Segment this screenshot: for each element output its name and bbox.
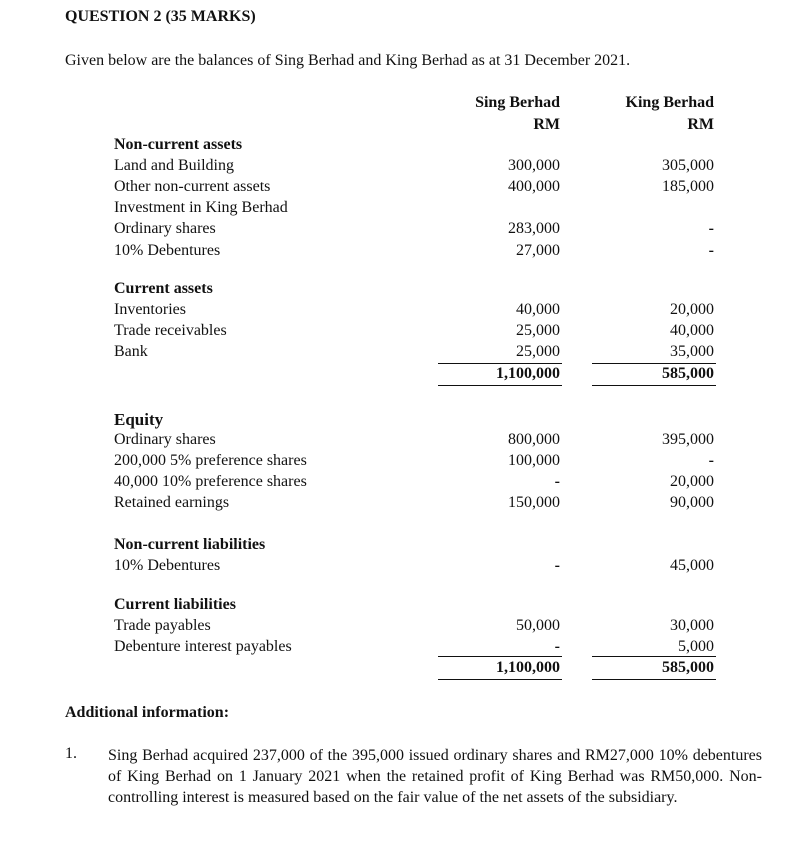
non-current-assets-heading: Non-current assets [114,136,243,153]
inventories-sing: 40,000 [516,301,560,318]
pref10-label: 40,000 10% preference shares [114,473,307,490]
retained-sing: 150,000 [508,494,560,511]
inventories-king: 20,000 [670,301,714,318]
investment-debentures-sing: 27,000 [516,242,560,259]
pref5-king: - [708,452,714,469]
investment-shares-king: - [708,220,714,237]
pref10-sing: - [554,473,560,490]
other-nca-label: Other non-current assets [114,178,271,195]
sing-column-header: Sing Berhad [475,94,560,111]
eqliab-total-bottom-rule-king [592,679,716,680]
eqliab-total-top-rule-king [592,656,716,657]
pref5-sing: 100,000 [508,452,560,469]
other-nca-king: 185,000 [662,178,714,195]
ncl-debentures-sing: - [554,557,560,574]
equity-shares-sing: 800,000 [508,431,560,448]
pref5-label: 200,000 5% preference shares [114,452,307,469]
bank-king: 35,000 [670,343,714,360]
land-building-sing: 300,000 [508,157,560,174]
assets-total-bottom-rule-sing [438,385,562,386]
cl-heading: Current liabilities [114,596,236,613]
assets-total-sing: 1,100,000 [496,365,560,382]
land-building-label: Land and Building [114,157,234,174]
investment-shares-label: Ordinary shares [114,220,216,237]
payables-label: Trade payables [114,617,211,634]
other-nca-sing: 400,000 [508,178,560,195]
king-column-header: King Berhad [625,94,714,111]
ncl-debentures-label: 10% Debentures [114,557,221,574]
additional-heading: Additional information: [65,704,230,721]
payables-sing: 50,000 [516,617,560,634]
assets-total-king: 585,000 [662,365,714,382]
equity-heading: Equity [114,410,164,429]
retained-label: Retained earnings [114,494,230,511]
ncl-heading: Non-current liabilities [114,536,266,553]
investment-debentures-king: - [708,242,714,259]
eqliab-total-sing: 1,100,000 [496,659,560,676]
retained-king: 90,000 [670,494,714,511]
bank-label: Bank [114,343,148,360]
current-assets-heading: Current assets [114,280,213,297]
ncl-debentures-king: 45,000 [670,557,714,574]
equity-shares-label: Ordinary shares [114,431,216,448]
additional-item-text: Sing Berhad acquired 237,000 of the 395,000 issued ordinary shares and RM27,000 10% debentures of King Berhad on 1 January 2021 when the retained profit of King Berhad was RM50,000. Non-controlling interest is measured based on the fair value of the net assets of the subsidiary. [108,747,762,806]
receivables-label: Trade receivables [114,322,227,339]
equity-shares-king: 395,000 [662,431,714,448]
interest-sing: - [554,638,560,655]
sing-column-unit: RM [533,116,560,133]
assets-total-top-rule-king [592,363,716,364]
eqliab-total-top-rule-sing [438,656,562,657]
investment-shares-sing: 283,000 [508,220,560,237]
receivables-sing: 25,000 [516,322,560,339]
eqliab-total-king: 585,000 [662,659,714,676]
assets-total-bottom-rule-king [592,385,716,386]
question-heading: QUESTION 2 (35 MARKS) [65,8,256,25]
pref10-king: 20,000 [670,473,714,490]
eqliab-total-bottom-rule-sing [438,679,562,680]
payables-king: 30,000 [670,617,714,634]
investment-debentures-label: 10% Debentures [114,242,221,259]
inventories-label: Inventories [114,301,186,318]
receivables-king: 40,000 [670,322,714,339]
additional-item-number: 1. [65,745,77,762]
interest-label: Debenture interest payables [114,638,292,655]
intro-text: Given below are the balances of Sing Berhad and King Berhad as at 31 December 2021. [65,52,631,69]
king-column-unit: RM [687,116,714,133]
bank-sing: 25,000 [516,343,560,360]
investment-heading: Investment in King Berhad [114,199,288,216]
land-building-king: 305,000 [662,157,714,174]
assets-total-top-rule-sing [438,363,562,364]
interest-king: 5,000 [678,638,714,655]
